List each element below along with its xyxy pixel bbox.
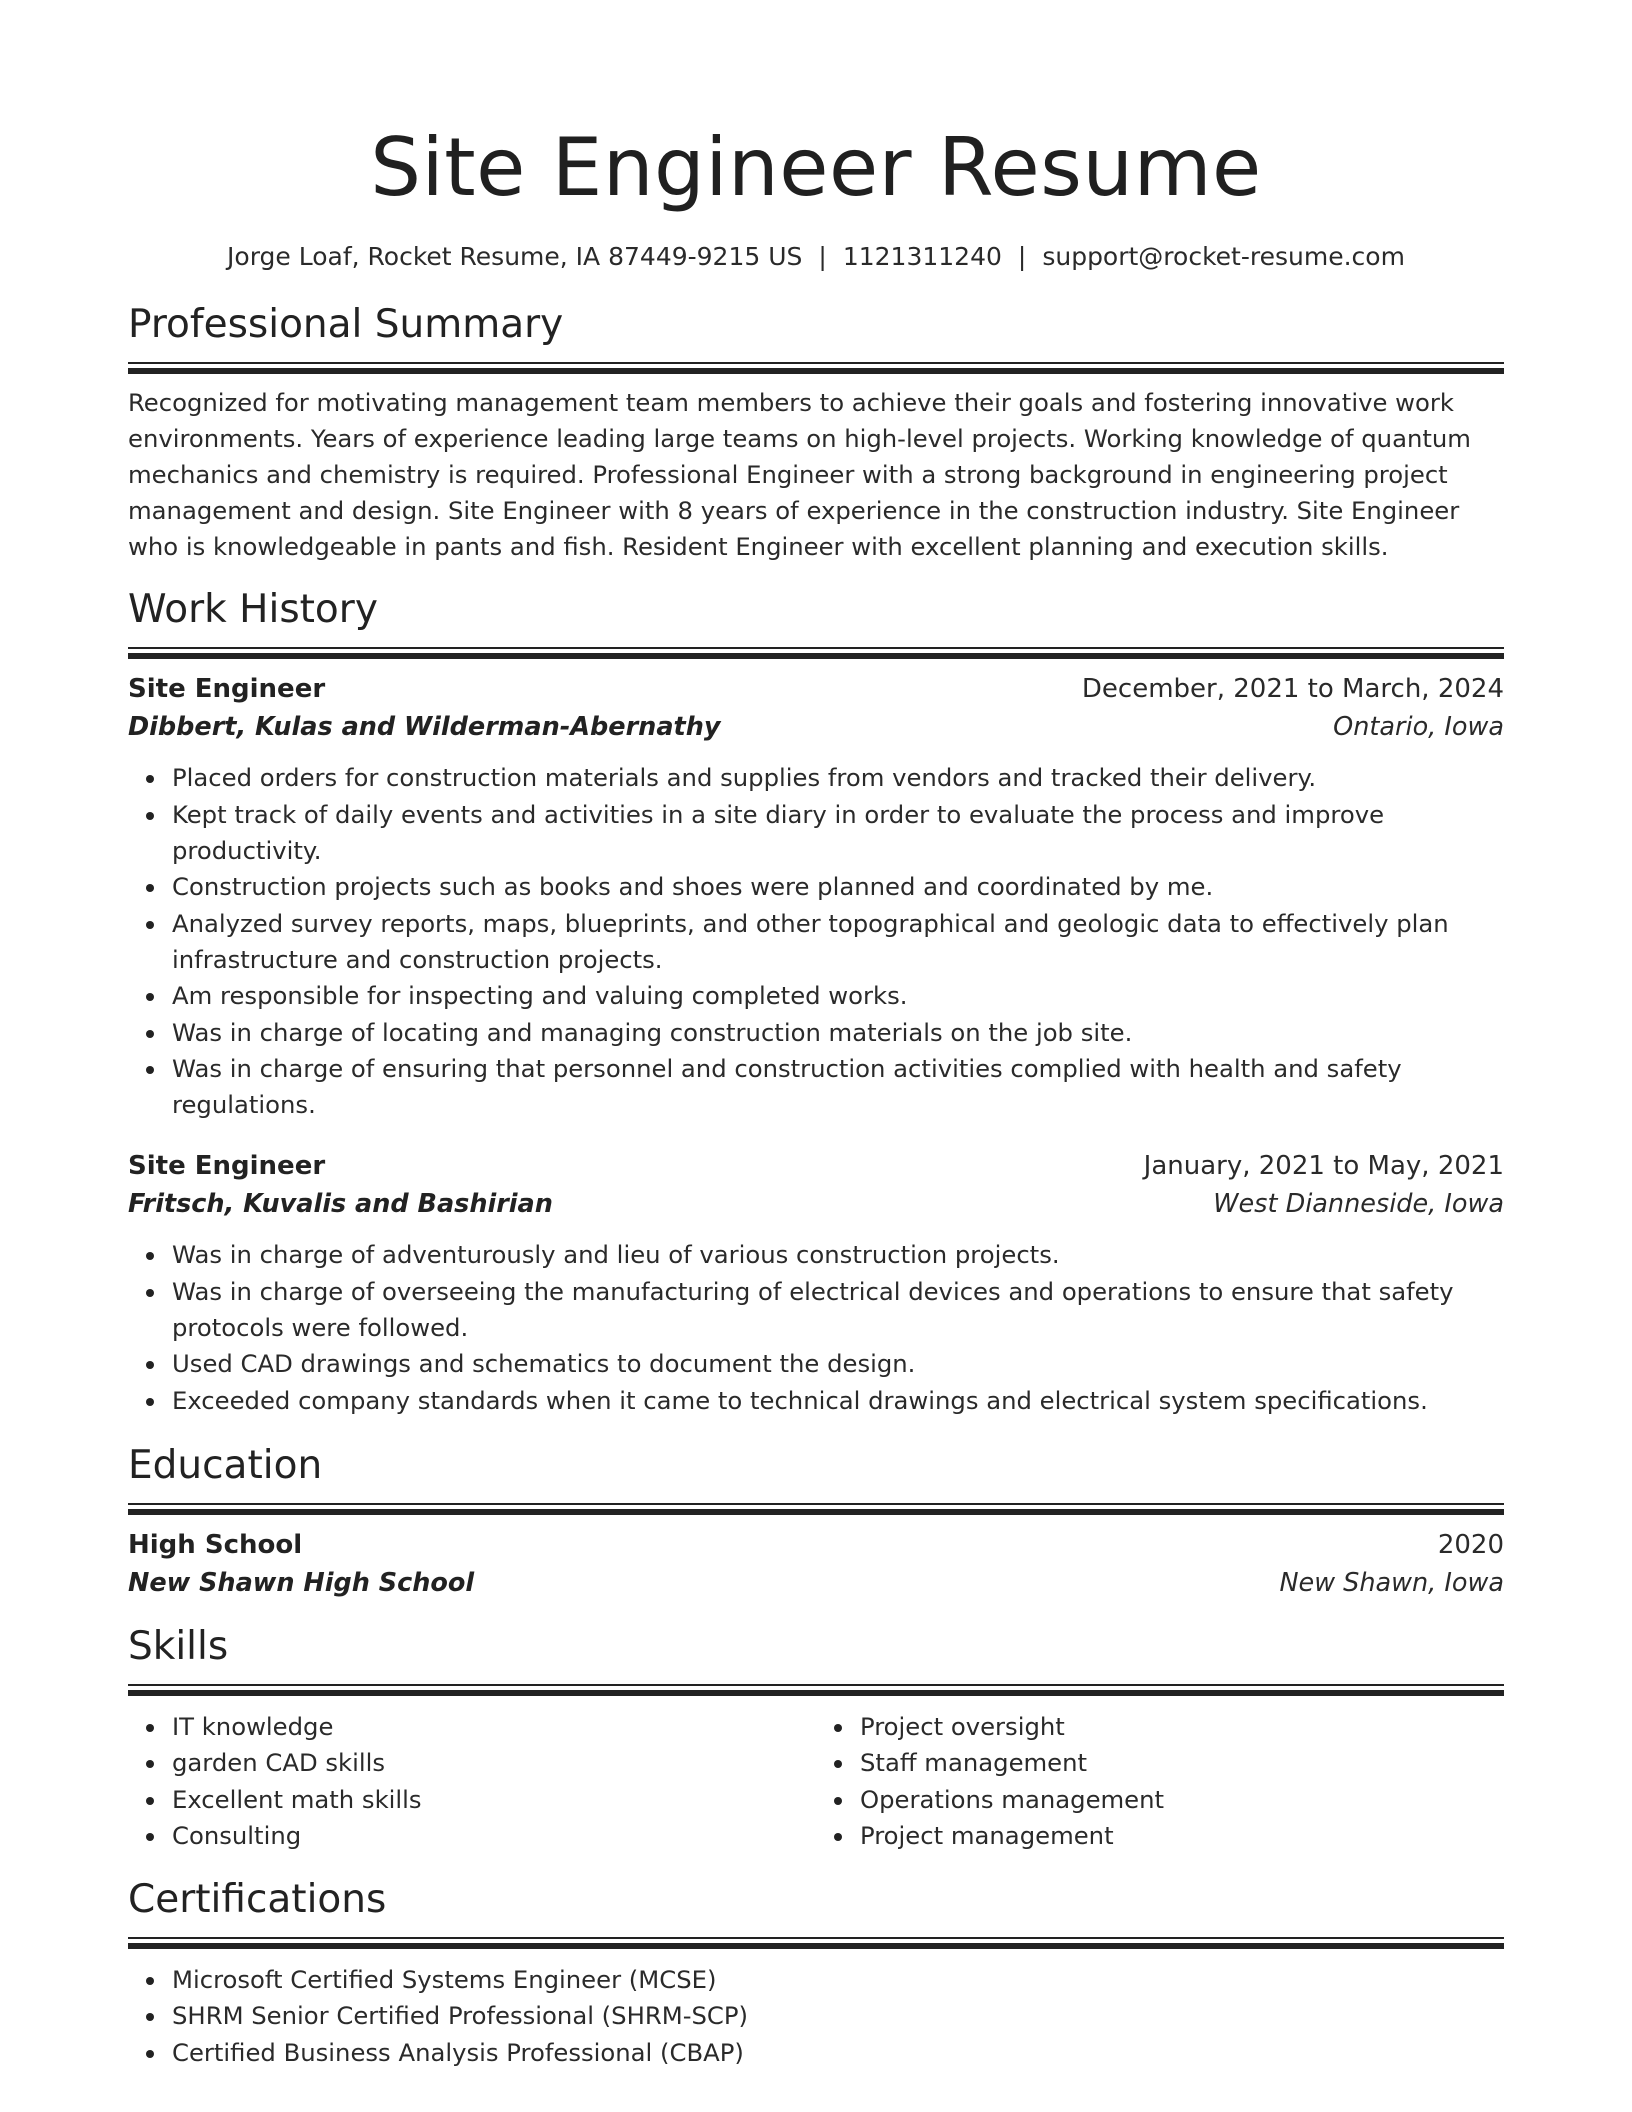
section-divider	[128, 1684, 1504, 1695]
skill-item: Consulting	[172, 1818, 816, 1854]
job-header	[128, 1147, 1504, 1185]
job-entry	[128, 670, 1504, 1123]
section-heading-education: Education	[128, 1442, 323, 1488]
skill-item: Excellent math skills	[172, 1782, 816, 1818]
education-degree: High School	[128, 1529, 303, 1560]
skill-item: IT knowledge	[172, 1709, 816, 1745]
certification-item: Certified Business Analysis Professional (CBAP)	[172, 2035, 1504, 2071]
page-title: Site Engineer Resume	[370, 121, 1262, 214]
job-bullets	[128, 1237, 1504, 1419]
job-subheader	[128, 1185, 1504, 1223]
section-divider	[128, 362, 1504, 373]
contact-separator: |	[1017, 242, 1027, 271]
skill-item: garden CAD skills	[172, 1745, 816, 1781]
contact-separator: |	[818, 242, 827, 271]
education-header	[128, 1526, 1504, 1564]
job-location: West Dianneside, Iowa	[1213, 1189, 1504, 1219]
skill-item: Project oversight	[860, 1709, 1504, 1745]
job-title: Site Engineer	[128, 674, 326, 704]
summary-text: Recognized for motivating management team members to achieve their goals and fostering innovative work environments. Years of experience leading large teams on high-level projects. Working knowledge of quantum mechanics and chemistry is required. Professional Engineer with a strong background in engineering project management and design. Site Engineer with 8 years of experience in the construction industry. Site Engineer who is knowledgeable in pants and fish. Resident Engineer with excellent planning and execution skills.	[128, 388, 1471, 561]
list-item: Placed orders for construction materials and supplies from vendors and tracked their delivery.	[172, 760, 1504, 796]
job-company: Fritsch, Kuvalis and Bashirian	[128, 1189, 553, 1219]
list-item: Construction projects such as books and shoes were planned and coordinated by me.	[172, 869, 1504, 905]
education-location: New Shawn, Iowa	[1279, 1567, 1504, 1598]
section-divider	[128, 1937, 1504, 1948]
job-location: Ontario, Iowa	[1333, 712, 1504, 742]
section-heading-summary: Professional Summary	[128, 302, 564, 347]
certification-item: Microsoft Certified Systems Engineer (MCSE)	[172, 1962, 1504, 1998]
section-divider	[128, 647, 1504, 658]
contact-phone: 1121311240	[842, 242, 1002, 271]
certifications-list	[128, 1962, 1504, 2071]
contact-address: Jorge Loaf, Rocket Resume, IA 87449-9215 US	[227, 242, 803, 271]
list-item: Was in charge of locating and managing construction materials on the job site.	[172, 1015, 1504, 1051]
resume-page	[128, 0, 1504, 2071]
summary-section	[128, 302, 1504, 565]
job-dates: January, 2021 to May, 2021	[1143, 1151, 1504, 1181]
job-header	[128, 670, 1504, 708]
section-heading-skills: Skills	[128, 1623, 229, 1669]
skill-item: Operations management	[860, 1782, 1504, 1818]
list-item: Was in charge of adventurously and lieu of various construction projects.	[172, 1237, 1504, 1273]
section-heading-certifications: Certifications	[128, 1876, 387, 1922]
job-title: Site Engineer	[128, 1151, 326, 1181]
education-subheader	[128, 1564, 1504, 1602]
list-item: Kept track of daily events and activities in a site diary in order to evaluate the process and improve productivity.	[172, 797, 1504, 869]
skills-grid	[128, 1709, 1504, 1855]
skill-item: Staff management	[860, 1745, 1504, 1781]
skills-list-left	[128, 1709, 816, 1855]
job-bullets	[128, 760, 1504, 1123]
certifications-section	[128, 1877, 1504, 2071]
education-year: 2020	[1437, 1529, 1504, 1560]
skill-item: Project management	[860, 1818, 1504, 1854]
skills-section	[128, 1624, 1504, 1855]
education-section	[128, 1443, 1504, 1602]
skills-list-right	[816, 1709, 1504, 1855]
job-company: Dibbert, Kulas and Wilderman-Abernathy	[128, 712, 721, 742]
education-entry	[128, 1526, 1504, 1602]
contact-email: support@rocket-resume.com	[1042, 242, 1405, 271]
certification-item: SHRM Senior Certified Professional (SHRM-SCP)	[172, 1998, 1504, 2034]
list-item: Used CAD drawings and schematics to document the design.	[172, 1346, 1504, 1382]
list-item: Analyzed survey reports, maps, blueprints, and other topographical and geologic data to effectively plan infrastructure and construction projects.	[172, 906, 1504, 978]
contact-line	[128, 240, 1504, 274]
work-history-section	[128, 587, 1504, 1419]
section-divider	[128, 1503, 1504, 1514]
list-item: Am responsible for inspecting and valuing completed works.	[172, 978, 1504, 1014]
list-item: Was in charge of overseeing the manufacturing of electrical devices and operations to ensure that safety protocols were followed.	[172, 1274, 1504, 1346]
job-dates: December, 2021 to March, 2024	[1081, 674, 1504, 704]
list-item: Exceeded company standards when it came to technical drawings and electrical system specifications.	[172, 1383, 1504, 1419]
job-subheader	[128, 708, 1504, 746]
education-school: New Shawn High School	[128, 1567, 475, 1598]
section-heading-work-history: Work History	[128, 587, 378, 632]
list-item: Was in charge of ensuring that personnel and construction activities complied with health and safety regulations.	[172, 1051, 1504, 1123]
job-entry	[128, 1147, 1504, 1419]
